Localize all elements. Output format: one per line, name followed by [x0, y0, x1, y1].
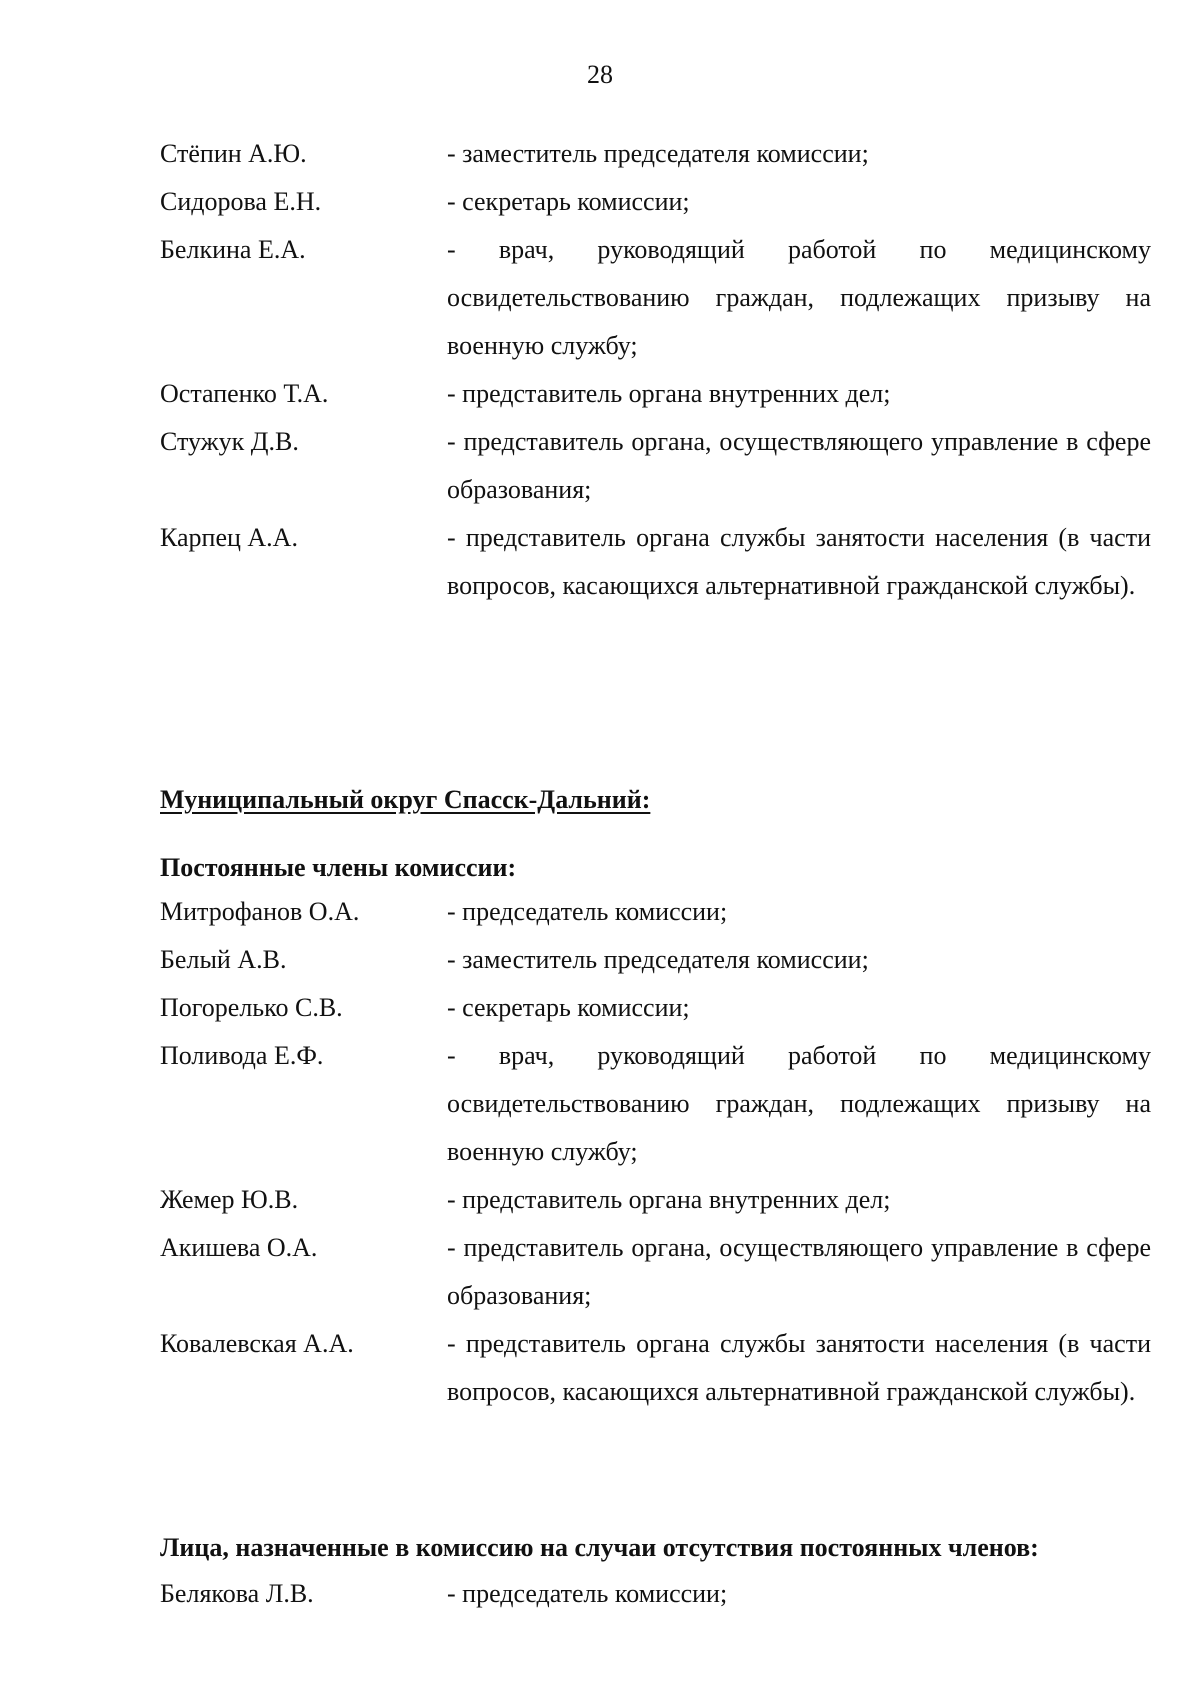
member-name: Сидорова Е.Н.	[160, 187, 322, 216]
member-role: - представитель органа, осуществляющего управление в сфере образования;	[447, 427, 1151, 504]
member-role: - представитель органа службы занятости населения (в части вопросов, касающихся альтернативной гражданской службы).	[447, 523, 1151, 600]
member-role: - секретарь комиссии;	[447, 993, 690, 1022]
member-name: Погорелько С.В.	[160, 993, 343, 1022]
member-row	[160, 1032, 1150, 1176]
member-row	[160, 514, 1150, 610]
district-heading: Муниципальный округ Спасск-Дальний:	[160, 785, 651, 814]
member-row	[160, 178, 1150, 226]
member-list-2	[160, 888, 1150, 1416]
member-role: - председатель комиссии;	[447, 1579, 728, 1608]
member-row	[160, 130, 1150, 178]
substitutes-heading: Лица, назначенные в комиссию на случаи отсутствия постоянных членов:	[160, 1533, 1039, 1562]
member-row	[160, 226, 1150, 370]
member-name: Белкина Е.А.	[160, 235, 306, 264]
member-list-1	[160, 130, 1150, 610]
member-name: Стужук Д.В.	[160, 427, 299, 456]
member-role: - представитель органа внутренних дел;	[447, 379, 891, 408]
member-role: - заместитель председателя комиссии;	[447, 139, 869, 168]
member-name: Поливода Е.Ф.	[160, 1041, 324, 1070]
member-name: Ковалевская А.А.	[160, 1329, 354, 1358]
member-name: Акишева О.А.	[160, 1233, 318, 1262]
member-role: - секретарь комиссии;	[447, 187, 690, 216]
member-name: Остапенко Т.А.	[160, 379, 329, 408]
member-role: - представитель органа службы занятости населения (в части вопросов, касающихся альтернативной гражданской службы).	[447, 1329, 1151, 1406]
member-role: - врач, руководящий работой по медицинскому освидетельствованию граждан, подлежащих призыву на военную службу;	[447, 1041, 1151, 1166]
member-row	[160, 418, 1150, 514]
member-row	[160, 888, 1150, 936]
member-row	[160, 370, 1150, 418]
member-name: Митрофанов О.А.	[160, 897, 360, 926]
member-role: - председатель комиссии;	[447, 897, 728, 926]
member-role: - заместитель председателя комиссии;	[447, 945, 869, 974]
member-row	[160, 1224, 1150, 1320]
member-row	[160, 1320, 1150, 1416]
member-role: - врач, руководящий работой по медицинскому освидетельствованию граждан, подлежащих призыву на военную службу;	[447, 235, 1151, 360]
permanent-members-heading: Постоянные члены комиссии:	[160, 853, 517, 882]
member-row	[160, 984, 1150, 1032]
member-row	[160, 1570, 1150, 1618]
member-role: - представитель органа, осуществляющего управление в сфере образования;	[447, 1233, 1151, 1310]
member-list-3	[160, 1570, 1150, 1618]
member-row	[160, 936, 1150, 984]
page-number: 28	[587, 60, 613, 89]
member-name: Карпец А.А.	[160, 523, 298, 552]
member-row	[160, 1176, 1150, 1224]
member-role: - представитель органа внутренних дел;	[447, 1185, 891, 1214]
member-name: Стёпин А.Ю.	[160, 139, 307, 168]
member-name: Белякова Л.В.	[160, 1579, 314, 1608]
member-name: Белый А.В.	[160, 945, 287, 974]
member-name: Жемер Ю.В.	[160, 1185, 299, 1214]
